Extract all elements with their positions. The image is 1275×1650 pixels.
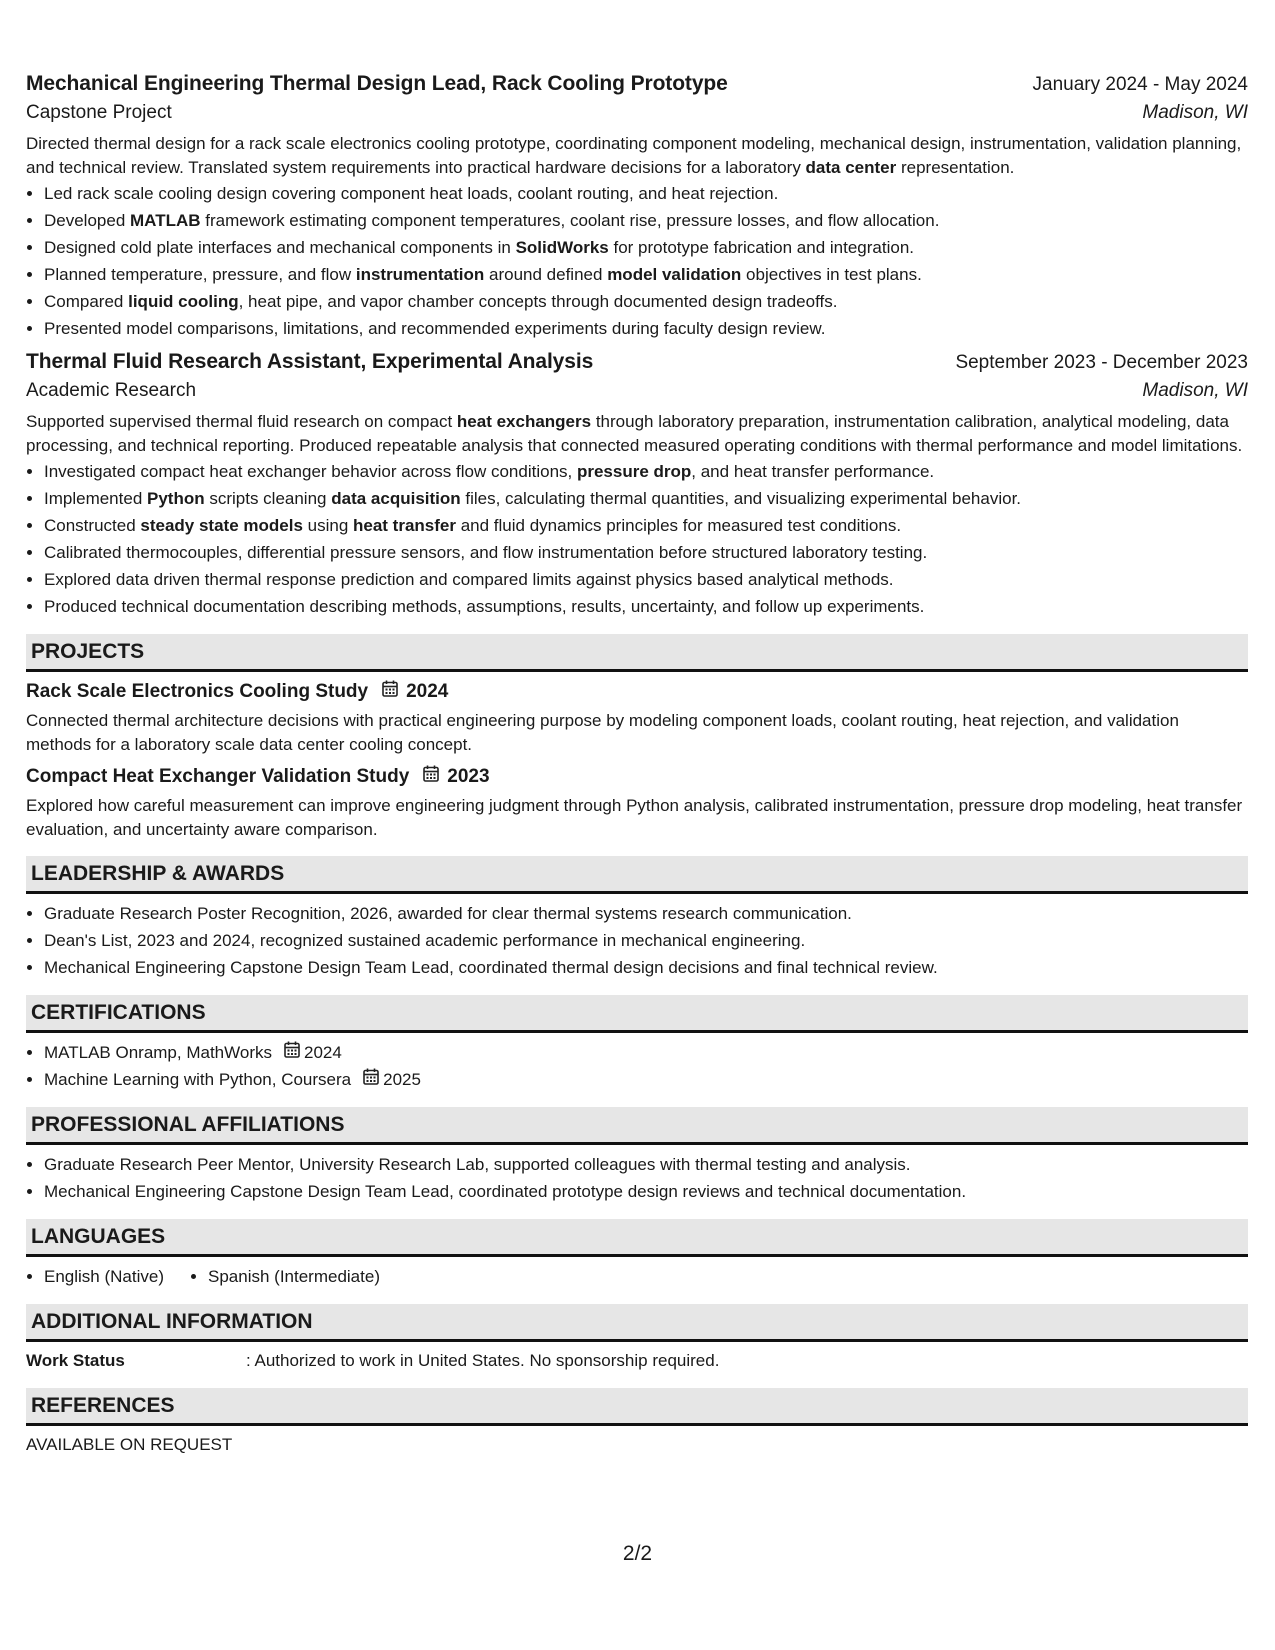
text-run: , heat pipe, and vapor chamber concepts through documented design tradeoffs. (238, 292, 838, 311)
calendar-icon (423, 765, 439, 788)
section-heading-languages: LANGUAGES (26, 1219, 1248, 1257)
experience-entry (26, 350, 1248, 620)
job-bullet (44, 512, 1248, 539)
section-heading-leadership: LEADERSHIP & AWARDS (26, 856, 1248, 894)
job-bullet (44, 234, 1248, 261)
bold-keyword: SolidWorks (515, 238, 609, 257)
page-number: 2/2 (622, 1542, 653, 1565)
job-title: Mechanical Engineering Thermal Design Lead, Rack Cooling Prototype (26, 72, 728, 95)
project-description: Explored how careful measurement can improve engineering judgment through Python analysis, calibrated instrumentation, pressure drop modeling, heat transfer evaluation, and uncertainty aware comparison. (26, 796, 1243, 839)
resume-page-2 (26, 72, 1248, 1458)
job-bullet (44, 180, 1248, 207)
bold-keyword: heat exchangers (456, 412, 592, 431)
language-item: • English (Native) (44, 1263, 164, 1290)
text-run: through laboratory preparation, instrumentation calibration, analytical modeling, data processing, and technical reporting. Produced repeatable analysis that connected measured operating conditions with thermal performance and model limitations. (26, 412, 1243, 455)
bold-keyword: steady state models (140, 516, 303, 535)
work-status-value: : Authorized to work in United States. No sponsorship required. (246, 1351, 720, 1370)
text-run: Developed (44, 211, 131, 230)
certification-item (44, 1039, 1248, 1066)
references-text: AVAILABLE ON REQUEST (26, 1435, 233, 1454)
bold-keyword: liquid cooling (128, 292, 239, 311)
job-subheader (26, 380, 1248, 402)
job-bullets (26, 458, 1248, 620)
text-run: Explored data driven thermal response prediction and compared limits against physics based analytical methods. (44, 570, 894, 589)
text-run: Supported supervised thermal fluid research on compact (26, 412, 457, 431)
job-location: Madison, WI (1142, 380, 1248, 401)
calendar-icon (363, 1066, 379, 1093)
languages-list (26, 1263, 1248, 1290)
certification-date (272, 1039, 342, 1066)
job-bullet (44, 539, 1248, 566)
text-run: Constructed (44, 516, 141, 535)
certifications-list (26, 1039, 1248, 1093)
section-heading-projects: PROJECTS (26, 634, 1248, 672)
text-run: Planned temperature, pressure, and flow (44, 265, 356, 284)
project-name: Rack Scale Electronics Cooling Study (26, 680, 369, 702)
calendar-icon (382, 680, 398, 703)
text-run: framework estimating component temperatures, coolant rise, pressure losses, and flow allocation. (200, 211, 940, 230)
job-summary (26, 132, 1248, 180)
experience-section (26, 72, 1248, 620)
affiliations-list (26, 1151, 1248, 1205)
affiliation-item: • Mechanical Engineering Capstone Design Team Lead, coordinated prototype design reviews and technical documentation. (44, 1178, 1248, 1205)
text-run: for prototype fabrication and integration. (608, 238, 915, 257)
text-run: Compared (44, 292, 129, 311)
job-bullet (44, 566, 1248, 593)
section-heading-references: REFERENCES (26, 1388, 1248, 1426)
job-bullet (44, 485, 1248, 512)
job-bullet (44, 261, 1248, 288)
calendar-icon (284, 1039, 300, 1066)
project-year: 2024 (406, 680, 449, 702)
job-header (26, 350, 1248, 374)
text-run: Investigated compact heat exchanger behavior across flow conditions, (44, 462, 577, 481)
job-summary (26, 410, 1248, 458)
job-bullet (44, 315, 1248, 342)
certification-date (351, 1066, 421, 1093)
text-run: scripts cleaning (204, 489, 332, 508)
leadership-item: • Graduate Research Poster Recognition, 2026, awarded for clear thermal systems research communication. (44, 900, 1248, 927)
certification-item (44, 1066, 1248, 1093)
job-title: Thermal Fluid Research Assistant, Experimental Analysis (26, 350, 594, 373)
project-header (26, 765, 1248, 788)
job-dates: January 2024 - May 2024 (1032, 74, 1248, 95)
job-bullet (44, 207, 1248, 234)
certification-year: 2025 (383, 1070, 421, 1089)
bold-keyword: pressure drop (576, 462, 692, 481)
text-run: Calibrated thermocouples, differential pressure sensors, and flow instrumentation before structured laboratory testing. (44, 543, 928, 562)
work-status-label: Work Status (26, 1351, 125, 1370)
certification-name: Machine Learning with Python, Coursera (44, 1070, 352, 1089)
leadership-item: • Dean's List, 2023 and 2024, recognized sustained academic performance in mechanical engineering. (44, 927, 1248, 954)
leadership-list (26, 900, 1248, 981)
text-run: around defined (484, 265, 608, 284)
project-name: Compact Heat Exchanger Validation Study (26, 765, 410, 787)
section-heading-certifications: CERTIFICATIONS (26, 995, 1248, 1033)
job-bullets (26, 180, 1248, 342)
project-description: Connected thermal architecture decisions with practical engineering purpose by modeling component loads, coolant routing, heat rejection, and validation methods for a laboratory scale data center cooling concept. (26, 711, 1179, 754)
bold-keyword: Python (147, 489, 205, 508)
job-location: Madison, WI (1142, 102, 1248, 123)
job-bullet (44, 593, 1248, 620)
section-heading-additional: ADDITIONAL INFORMATION (26, 1304, 1248, 1342)
text-run: Presented model comparisons, limitations, and recommended experiments during faculty design review. (44, 319, 826, 338)
projects-list (26, 680, 1248, 842)
certification-year: 2024 (303, 1043, 342, 1062)
bold-keyword: MATLAB (130, 211, 201, 230)
certification-name: MATLAB Onramp, MathWorks (44, 1043, 272, 1062)
bold-keyword: instrumentation (355, 265, 485, 284)
job-subheader (26, 102, 1248, 124)
section-heading-affiliations: PROFESSIONAL AFFILIATIONS (26, 1107, 1248, 1145)
project-entry (26, 765, 1248, 842)
bold-keyword: data acquisition (331, 489, 461, 508)
job-bullet (44, 288, 1248, 315)
affiliation-item: • Graduate Research Peer Mentor, University Research Lab, supported colleagues with thermal testing and analysis. (44, 1151, 1248, 1178)
leadership-item: • Mechanical Engineering Capstone Design Team Lead, coordinated thermal design decisions and final technical review. (44, 954, 1248, 981)
text-run: using (302, 516, 353, 535)
work-status-row (26, 1348, 1248, 1374)
text-run: objectives in test plans. (741, 265, 922, 284)
project-year: 2023 (447, 765, 490, 787)
text-run: , and heat transfer performance. (691, 462, 935, 481)
project-entry (26, 680, 1248, 757)
text-run: Produced technical documentation describing methods, assumptions, results, uncertainty, and follow up experiments. (44, 597, 925, 616)
language-item: • Spanish (Intermediate) (208, 1263, 380, 1290)
text-run: Implemented (44, 489, 147, 508)
text-run: files, calculating thermal quantities, and visualizing experimental behavior. (460, 489, 1022, 508)
text-run: Led rack scale cooling design covering component heat loads, coolant routing, and heat rejection. (44, 184, 779, 203)
project-header (26, 680, 1248, 703)
experience-entry (26, 72, 1248, 342)
job-organization: Capstone Project (26, 102, 172, 123)
text-run: representation. (896, 158, 1015, 177)
job-dates: September 2023 - December 2023 (955, 352, 1248, 373)
text-run: Directed thermal design for a rack scale electronics cooling prototype, coordinating component modeling, mechanical design, instrumentation, validation planning, and technical review. Translated system requirements into practical hardware decisions for a laboratory (26, 134, 1242, 177)
job-bullet (44, 458, 1248, 485)
bold-keyword: model validation (607, 265, 742, 284)
text-run: Designed cold plate interfaces and mechanical components in (44, 238, 516, 257)
bold-keyword: data center (805, 158, 897, 177)
job-header (26, 72, 1248, 96)
text-run: and fluid dynamics principles for measured test conditions. (455, 516, 902, 535)
job-organization: Academic Research (26, 380, 197, 401)
bold-keyword: heat transfer (353, 516, 456, 535)
